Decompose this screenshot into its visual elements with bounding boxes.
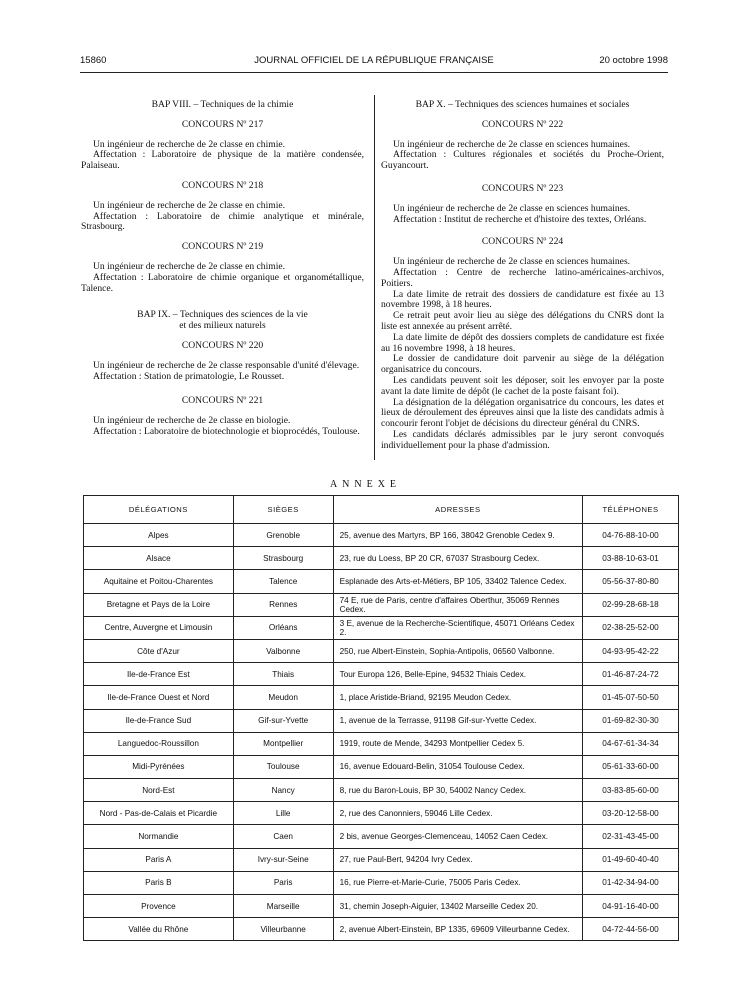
table-row bbox=[84, 547, 679, 570]
table-row bbox=[84, 918, 679, 941]
annexe-title: ANNEXE bbox=[329, 479, 402, 490]
address-cell: 31, chemin Joseph-Aiguier, 13402 Marseille Cedex 20. bbox=[333, 895, 582, 918]
table-row bbox=[84, 871, 679, 894]
siege-cell: Nancy bbox=[233, 779, 333, 802]
section-title-bapx: BAP X. – Techniques des sciences humaines et sociales bbox=[415, 99, 630, 110]
header-telephones: TÉLÉPHONES bbox=[583, 496, 679, 524]
address-cell: 2, avenue Albert-Einstein, BP 1335, 69609 Villeurbanne Cedex. bbox=[333, 918, 582, 941]
delegation-cell: Normandie bbox=[84, 825, 234, 848]
left-column bbox=[81, 100, 364, 443]
concours-219-assignment: Affectation : Laboratoire de chimie organique et organométallique, Talence. bbox=[81, 271, 364, 294]
concours-217-post: Un ingénieur de recherche de 2e classe en chimie. bbox=[93, 138, 286, 150]
address-cell: 1919, route de Mende, 34293 Montpellier Cedex 5. bbox=[333, 732, 582, 755]
section-title-bap9-line2: et des milieux naturels bbox=[179, 320, 266, 332]
concours-220-assignment: Affectation : Station de primatologie, Le Rousset. bbox=[93, 370, 285, 382]
address-cell: Esplanade des Arts-et-Métiers, BP 105, 33402 Talence Cedex. bbox=[333, 570, 582, 593]
column-divider bbox=[374, 95, 375, 460]
telephone-cell: 03-88-10-63-01 bbox=[583, 547, 679, 570]
delegation-cell: Ile-de-France Est bbox=[84, 663, 234, 686]
telephone-cell: 01-46-87-24-72 bbox=[583, 663, 679, 686]
concours-217-title: CONCOURS Nº 217 bbox=[181, 118, 264, 130]
delegation-cell: Paris A bbox=[84, 848, 234, 871]
address-cell: 16, rue Pierre-et-Marie-Curie, 75005 Paris Cedex. bbox=[333, 871, 582, 894]
delegation-cell: Nord-Est bbox=[84, 779, 234, 802]
address-cell: 250, rue Albert-Einstein, Sophia-Antipolis, 06560 Valbonne. bbox=[333, 639, 582, 662]
siege-cell: Grenoble bbox=[233, 524, 333, 547]
concours-218-title: CONCOURS Nº 218 bbox=[181, 179, 264, 191]
deadline-withdrawal: La date limite de retrait des dossiers de candidature est fixée au 13 novembre 1998, à 18 heures. bbox=[381, 288, 664, 311]
header-sieges: SIÈGES bbox=[233, 496, 333, 524]
delegation-cell: Alpes bbox=[84, 524, 234, 547]
siege-cell: Meudon bbox=[233, 686, 333, 709]
concours-219-title: CONCOURS Nº 219 bbox=[181, 241, 264, 253]
address-cell: Tour Europa 126, Belle-Epine, 94532 Thiais Cedex. bbox=[333, 663, 582, 686]
address-cell: 1, avenue de la Terrasse, 91198 Gif-sur-Yvette Cedex. bbox=[333, 709, 582, 732]
section-title-bap8: BAP VIII. – Techniques de la chimie bbox=[151, 99, 294, 110]
siege-cell: Gif-sur-Yvette bbox=[233, 709, 333, 732]
delegation-cell: Aquitaine et Poitou-Charentes bbox=[84, 570, 234, 593]
concours-220-post: Un ingénieur de recherche de 2e classe responsable d'unité d'élevage. bbox=[93, 359, 360, 371]
concours-221-post: Un ingénieur de recherche de 2e classe en biologie. bbox=[93, 415, 291, 427]
journal-title: JOURNAL OFFICIEL DE LA RÉPUBLIQUE FRANÇAISE bbox=[254, 55, 494, 66]
header-adresses: ADRESSES bbox=[333, 496, 582, 524]
table-row bbox=[84, 895, 679, 918]
delegation-cell: Paris B bbox=[84, 871, 234, 894]
table-row bbox=[84, 663, 679, 686]
table-header-row bbox=[84, 496, 679, 524]
concours-222-post: Un ingénieur de recherche de 2e classe en sciences humaines. bbox=[393, 138, 631, 150]
delegation-cell: Provence bbox=[84, 895, 234, 918]
siege-cell: Rennes bbox=[233, 593, 333, 616]
siege-cell: Toulouse bbox=[233, 755, 333, 778]
table-row bbox=[84, 755, 679, 778]
telephone-cell: 04-67-61-34-34 bbox=[583, 732, 679, 755]
delegation-cell: Côte d'Azur bbox=[84, 639, 234, 662]
telephone-cell: 02-31-43-45-00 bbox=[583, 825, 679, 848]
delegation-cell: Ile-de-France Sud bbox=[84, 709, 234, 732]
admission-notice: Les candidats déclarés admissibles par le jury seront convoqués individuellement pour la phase d'admission. bbox=[381, 428, 664, 451]
siege-cell: Montpellier bbox=[233, 732, 333, 755]
header-rule bbox=[80, 72, 668, 73]
address-cell: 3 E, avenue de la Recherche-Scientifique, 45071 Orléans Cedex 2. bbox=[333, 616, 582, 639]
withdrawal-location: Ce retrait peut avoir lieu au siège des délégations du CNRS dont la liste est annexée au présent arrêté. bbox=[381, 310, 664, 332]
table-row bbox=[84, 825, 679, 848]
address-cell: 2, rue des Canonniers, 59046 Lille Cedex. bbox=[333, 802, 582, 825]
telephone-cell: 04-93-95-42-22 bbox=[583, 639, 679, 662]
table-row bbox=[84, 639, 679, 662]
siege-cell: Orléans bbox=[233, 616, 333, 639]
concours-223-assignment: Affectation : Institut de recherche et d'histoire des textes, Orléans. bbox=[393, 213, 647, 225]
deadline-submission: La date limite de dépôt des dossiers complets de candidature est fixée au 16 novembre 1998, à 18 heures. bbox=[381, 331, 664, 354]
address-cell: 74 E, rue de Paris, centre d'affaires Oberthur, 35069 Rennes Cedex. bbox=[333, 593, 582, 616]
submission-destination: Le dossier de candidature doit parvenir au siège de la délégation organisatrice du concours. bbox=[381, 353, 664, 376]
telephone-cell: 01-69-82-30-30 bbox=[583, 709, 679, 732]
delegation-cell: Midi-Pyrénées bbox=[84, 755, 234, 778]
siege-cell: Talence bbox=[233, 570, 333, 593]
concours-222-assignment: Affectation : Cultures régionales et sociétés du Proche-Orient, Guyancourt. bbox=[381, 149, 664, 172]
delegation-cell: Ile-de-France Ouest et Nord bbox=[84, 686, 234, 709]
siege-cell: Thiais bbox=[233, 663, 333, 686]
siege-cell: Lille bbox=[233, 802, 333, 825]
telephone-cell: 05-56-37-80-80 bbox=[583, 570, 679, 593]
address-cell: 23, rue du Loess, BP 20 CR, 67037 Strasbourg Cedex. bbox=[333, 547, 582, 570]
address-cell: 1, place Aristide-Briand, 92195 Meudon Cedex. bbox=[333, 686, 582, 709]
siege-cell: Caen bbox=[233, 825, 333, 848]
issue-date: 20 octobre 1998 bbox=[599, 55, 668, 66]
concours-218-assignment: Affectation : Laboratoire de chimie analytique et minérale, Strasbourg. bbox=[81, 210, 364, 233]
address-cell: 25, avenue des Martyrs, BP 166, 38042 Grenoble Cedex 9. bbox=[333, 524, 582, 547]
header-delegations: DÉLÉGATIONS bbox=[84, 496, 234, 524]
concours-224-post: Un ingénieur de recherche de 2e classe en sciences humaines. bbox=[393, 256, 631, 268]
siege-cell: Valbonne bbox=[233, 639, 333, 662]
section-title-bap9-line1: BAP IX. – Techniques des sciences de la vie bbox=[137, 309, 308, 321]
telephone-cell: 01-49-60-40-40 bbox=[583, 848, 679, 871]
address-cell: 8, rue du Baron-Louis, BP 30, 54002 Nancy Cedex. bbox=[333, 779, 582, 802]
telephone-cell: 04-76-88-10-00 bbox=[583, 524, 679, 547]
organisation-designation: La désignation de la délégation organisatrice du concours, les dates et lieux de déroulement des épreuves ainsi que la liste des candidats admis à concourir feront l'objet de décisions du directeur général du CNRS. bbox=[381, 396, 664, 430]
right-column bbox=[381, 100, 664, 452]
siege-cell: Paris bbox=[233, 871, 333, 894]
concours-224-title: CONCOURS Nº 224 bbox=[481, 236, 564, 248]
concours-218-post: Un ingénieur de recherche de 2e classe en chimie. bbox=[93, 199, 286, 211]
delegation-cell: Nord - Pas-de-Calais et Picardie bbox=[84, 802, 234, 825]
delegation-cell: Alsace bbox=[84, 547, 234, 570]
delegations-table bbox=[83, 495, 679, 941]
table-row bbox=[84, 524, 679, 547]
address-cell: 27, rue Paul-Bert, 94204 Ivry Cedex. bbox=[333, 848, 582, 871]
telephone-cell: 03-83-85-60-00 bbox=[583, 779, 679, 802]
page-header bbox=[80, 55, 668, 69]
concours-223-post: Un ingénieur de recherche de 2e classe en sciences humaines. bbox=[393, 202, 631, 214]
telephone-cell: 03-20-12-58-00 bbox=[583, 802, 679, 825]
concours-221-assignment: Affectation : Laboratoire de biotechnologie et bioprocédés, Toulouse. bbox=[93, 425, 360, 437]
delegation-cell: Centre, Auvergne et Limousin bbox=[84, 616, 234, 639]
table-row bbox=[84, 709, 679, 732]
telephone-cell: 04-91-16-40-00 bbox=[583, 895, 679, 918]
telephone-cell: 05-61-33-60-00 bbox=[583, 755, 679, 778]
table-row bbox=[84, 686, 679, 709]
table-row bbox=[84, 779, 679, 802]
table-row bbox=[84, 616, 679, 639]
table-row bbox=[84, 848, 679, 871]
table-row bbox=[84, 802, 679, 825]
delegation-cell: Vallée du Rhône bbox=[84, 918, 234, 941]
concours-220-title: CONCOURS Nº 220 bbox=[181, 339, 264, 351]
table-row bbox=[84, 570, 679, 593]
concours-221-title: CONCOURS Nº 221 bbox=[181, 395, 264, 407]
concours-219-post: Un ingénieur de recherche de 2e classe en chimie. bbox=[93, 260, 286, 272]
table-body bbox=[84, 524, 679, 941]
delegation-cell: Bretagne et Pays de la Loire bbox=[84, 593, 234, 616]
telephone-cell: 01-45-07-50-50 bbox=[583, 686, 679, 709]
address-cell: 16, avenue Edouard-Belin, 31054 Toulouse Cedex. bbox=[333, 755, 582, 778]
telephone-cell: 01-42-34-94-00 bbox=[583, 871, 679, 894]
concours-222-title: CONCOURS Nº 222 bbox=[481, 118, 564, 130]
page-number: 15860 bbox=[80, 55, 107, 66]
delegation-cell: Languedoc-Roussillon bbox=[84, 732, 234, 755]
siege-cell: Villeurbanne bbox=[233, 918, 333, 941]
siege-cell: Ivry-sur-Seine bbox=[233, 848, 333, 871]
telephone-cell: 04-72-44-56-00 bbox=[583, 918, 679, 941]
concours-217-assignment: Affectation : Laboratoire de physique de la matière condensée, Palaiseau. bbox=[81, 149, 364, 172]
table-row bbox=[84, 732, 679, 755]
concours-223-title: CONCOURS Nº 223 bbox=[481, 182, 564, 194]
concours-224-assignment: Affectation : Centre de recherche latino-américaines-archivos, Poitiers. bbox=[381, 266, 664, 289]
siege-cell: Strasbourg bbox=[233, 547, 333, 570]
telephone-cell: 02-38-25-52-00 bbox=[583, 616, 679, 639]
submission-method: Les candidats peuvent soit les déposer, soit les envoyer par la poste avant la date limite de dépôt (le cachet de la poste faisant foi). bbox=[381, 374, 664, 397]
telephone-cell: 02-99-28-68-18 bbox=[583, 593, 679, 616]
table-row bbox=[84, 593, 679, 616]
address-cell: 2 bis, avenue Georges-Clemenceau, 14052 Caen Cedex. bbox=[333, 825, 582, 848]
siege-cell: Marseille bbox=[233, 895, 333, 918]
